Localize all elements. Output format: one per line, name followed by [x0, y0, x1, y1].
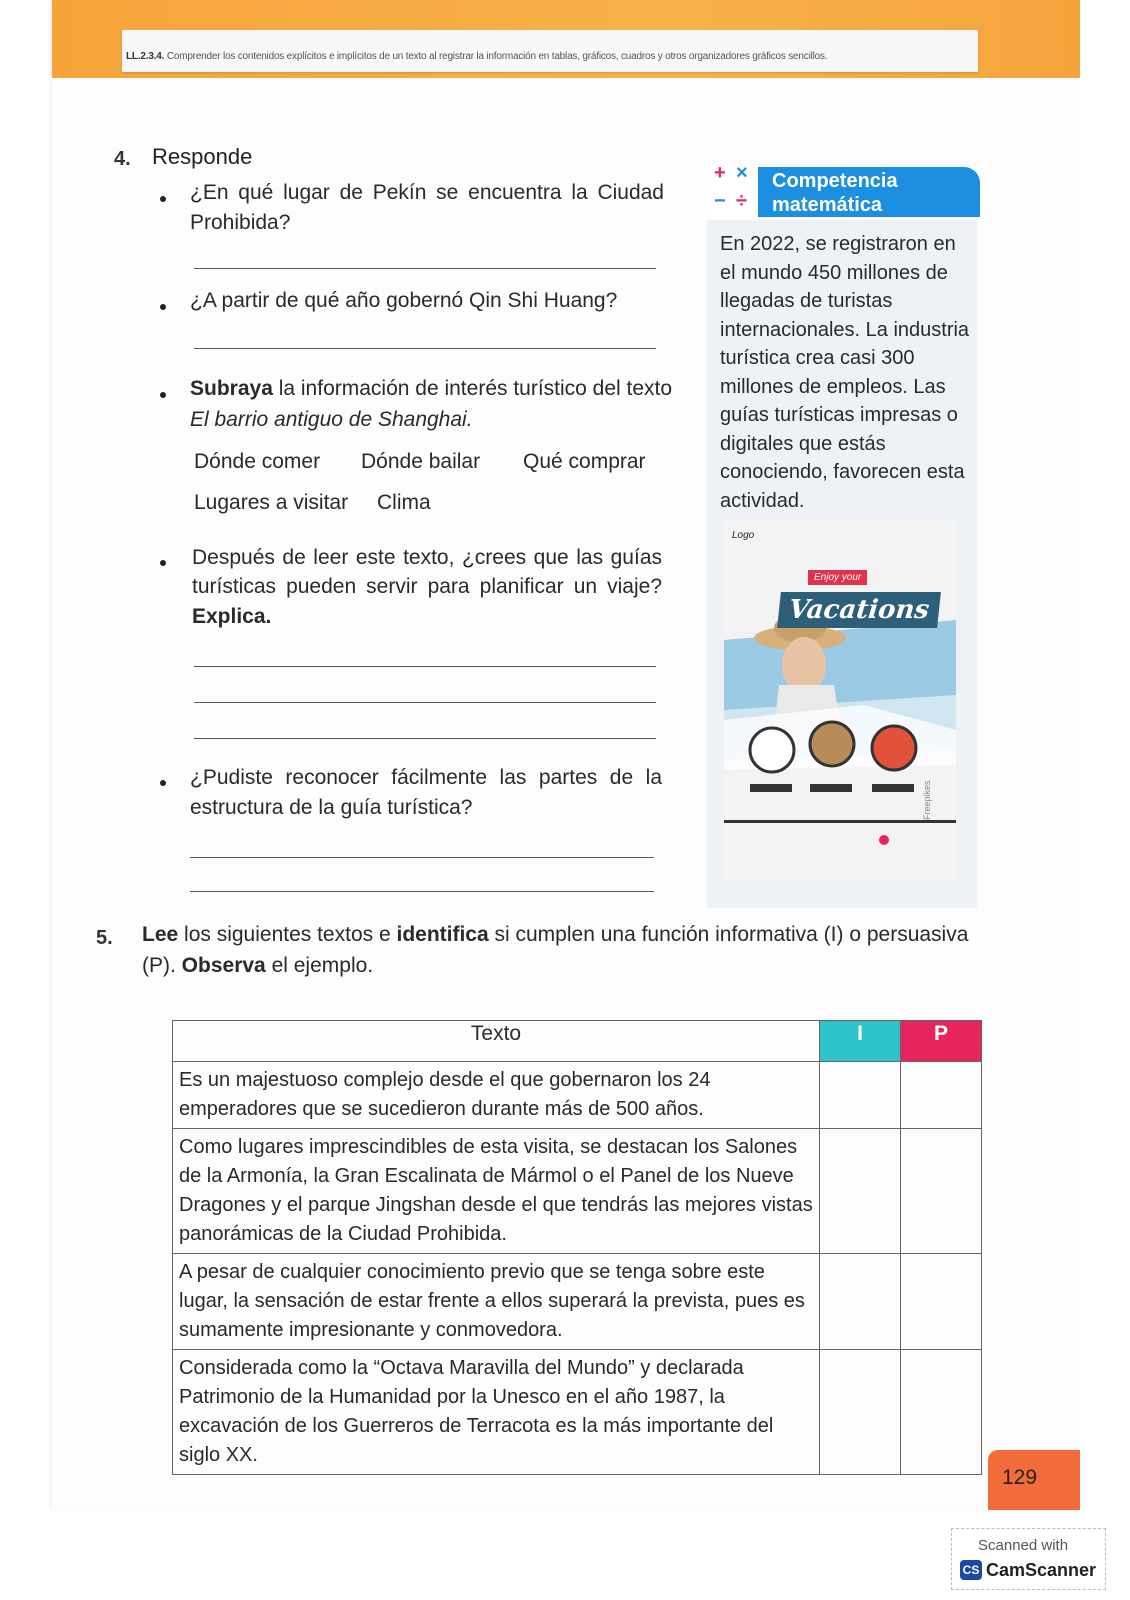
answer-line[interactable] [194, 348, 656, 349]
q4-bullet2: ¿A partir de qué año gobernó Qin Shi Huang? [190, 289, 618, 312]
header-texto: Texto [173, 1021, 820, 1062]
vacations-poster [724, 520, 956, 880]
cell-i[interactable] [820, 1129, 901, 1254]
answer-line[interactable] [190, 857, 654, 858]
cell-i[interactable] [820, 1254, 901, 1350]
q4-number: 4. [114, 148, 131, 170]
q4-bullet5-line1: ¿Pudiste reconocer fácilmente las partes de la [190, 766, 662, 789]
answer-line[interactable] [194, 702, 656, 703]
q5-instruction-line1 [142, 920, 982, 950]
answer-line[interactable] [194, 268, 656, 269]
cell-p[interactable] [901, 1062, 982, 1129]
competencia-text: En 2022, se registraron en el mundo 450 millones de llegadas de turistas internacionales. La industria turística crea casi 300 millones de empleos. Las guías turísticas impresas o digitales que estás conociendo, favorecen esta actividad. [720, 233, 970, 512]
table-header-row [173, 1021, 982, 1062]
q5-text-part2: si cumplen una función informativa (I) o persuasiva [488, 923, 969, 946]
observe-instruction: Observa [181, 954, 266, 977]
table-row [173, 1254, 982, 1350]
table-row [173, 1350, 982, 1475]
row-text: Como lugares imprescindibles de esta visita, se destacan los Salones de la Armonía, la Gran Escalinata de Mármol o el Panel de los Nueve Dragones y el parque Jingshan desde el que tendrás las mejores vistas panorámicas de la Ciudad Prohibida. [173, 1129, 820, 1254]
bullet [160, 196, 166, 202]
bullet [160, 780, 166, 786]
cell-i[interactable] [820, 1350, 901, 1475]
competencia-title-line2: matemática [772, 194, 883, 216]
q4-title: Responde [152, 144, 253, 169]
q5-text-part1: los siguientes textos e [178, 923, 397, 946]
option-que-comprar[interactable]: Qué comprar [523, 450, 646, 473]
criterion-code: LL.2.3.4. [126, 51, 165, 62]
math-operators-icon [712, 164, 756, 220]
page-number: 129 [988, 1450, 1080, 1510]
q5-number: 5. [96, 927, 113, 949]
poster-credit: Freepikes [922, 780, 932, 820]
cell-p[interactable] [901, 1129, 982, 1254]
explain-instruction: Explica. [192, 605, 272, 628]
cell-i[interactable] [820, 1062, 901, 1129]
q4-bullet3-text: la información de interés turístico del texto [272, 377, 673, 400]
identify-instruction: identifica [396, 923, 489, 946]
function-table [172, 1020, 982, 1475]
criterion-description: Comprender los contenidos explícitos e implícitos de un texto al registrar la información en tablas, gráficos, cuadros y otros organizadores gráficos sencillos. [166, 51, 828, 62]
row-text: Considerada como la “Octava Maravilla del Mundo” y declarada Patrimonio de la Humanidad por la Unesco en el año 1987, la excavación de los Guerreros de Terracota es la más importante del siglo XX. [173, 1350, 820, 1475]
cell-p[interactable] [901, 1254, 982, 1350]
table-row [173, 1062, 982, 1129]
answer-line[interactable] [194, 738, 656, 739]
camscanner-logo-icon: CS [960, 1560, 982, 1580]
poster-enjoy-label: Enjoy your [808, 570, 867, 585]
row-text: A pesar de cualquier conocimiento previo que se tenga sobre este lugar, la sensación de estar frente a ellos superará la prevista, pues es sumamente impresionante y conmovedora. [173, 1254, 820, 1350]
camscanner-label: CamScanner [986, 1560, 1097, 1580]
q5-text-part3: (P). [142, 954, 182, 977]
bullet [160, 392, 166, 398]
competencia-title-line1: Competencia [772, 170, 898, 192]
camscanner-watermark [951, 1528, 1106, 1590]
answer-line[interactable] [194, 666, 656, 667]
poster-title: Vacations [777, 592, 941, 628]
header-informativa: I [820, 1021, 901, 1062]
bullet [160, 304, 166, 310]
text-title: El barrio antiguo de Shanghai. [190, 408, 473, 431]
plus-icon: + [714, 162, 726, 184]
read-instruction: Lee [142, 923, 179, 946]
bullet [160, 560, 166, 566]
cell-p[interactable] [901, 1350, 982, 1475]
poster-logo: Logo [732, 530, 755, 541]
underline-instruction: Subraya [190, 377, 273, 400]
option-donde-comer[interactable]: Dónde comer [194, 450, 321, 473]
divide-icon: ÷ [736, 190, 747, 212]
option-lugares-a-visitar[interactable]: Lugares a visitar [194, 491, 349, 514]
answer-line[interactable] [190, 891, 654, 892]
q4-bullet5-line2: estructura de la guía turística? [190, 796, 473, 819]
q4-bullet3 [190, 374, 673, 404]
q5-text-part4: el ejemplo. [265, 954, 374, 977]
minus-icon: − [714, 190, 726, 212]
q5-instruction-line2 [142, 951, 373, 981]
option-donde-bailar[interactable]: Dónde bailar [361, 450, 481, 473]
table-row [173, 1129, 982, 1254]
option-clima[interactable]: Clima [377, 491, 431, 514]
row-text: Es un majestuoso complejo desde el que gobernaron los 24 emperadores que se sucedieron durante más de 500 años. [173, 1062, 820, 1129]
header-persuasiva: P [901, 1021, 982, 1062]
competencia-header [758, 167, 980, 217]
times-icon: × [736, 162, 748, 184]
q4-bullet1: ¿En qué lugar de Pekín se encuentra la Ciudad Prohibida? [190, 181, 664, 234]
q4-bullet4-line2: turísticas pueden servir para planificar un viaje? [192, 575, 662, 598]
scanned-with-label: Scanned with [978, 1537, 1069, 1554]
q4-bullet4-line1: Después de leer este texto, ¿crees que las guías [192, 546, 662, 569]
criterion-text [126, 51, 827, 62]
